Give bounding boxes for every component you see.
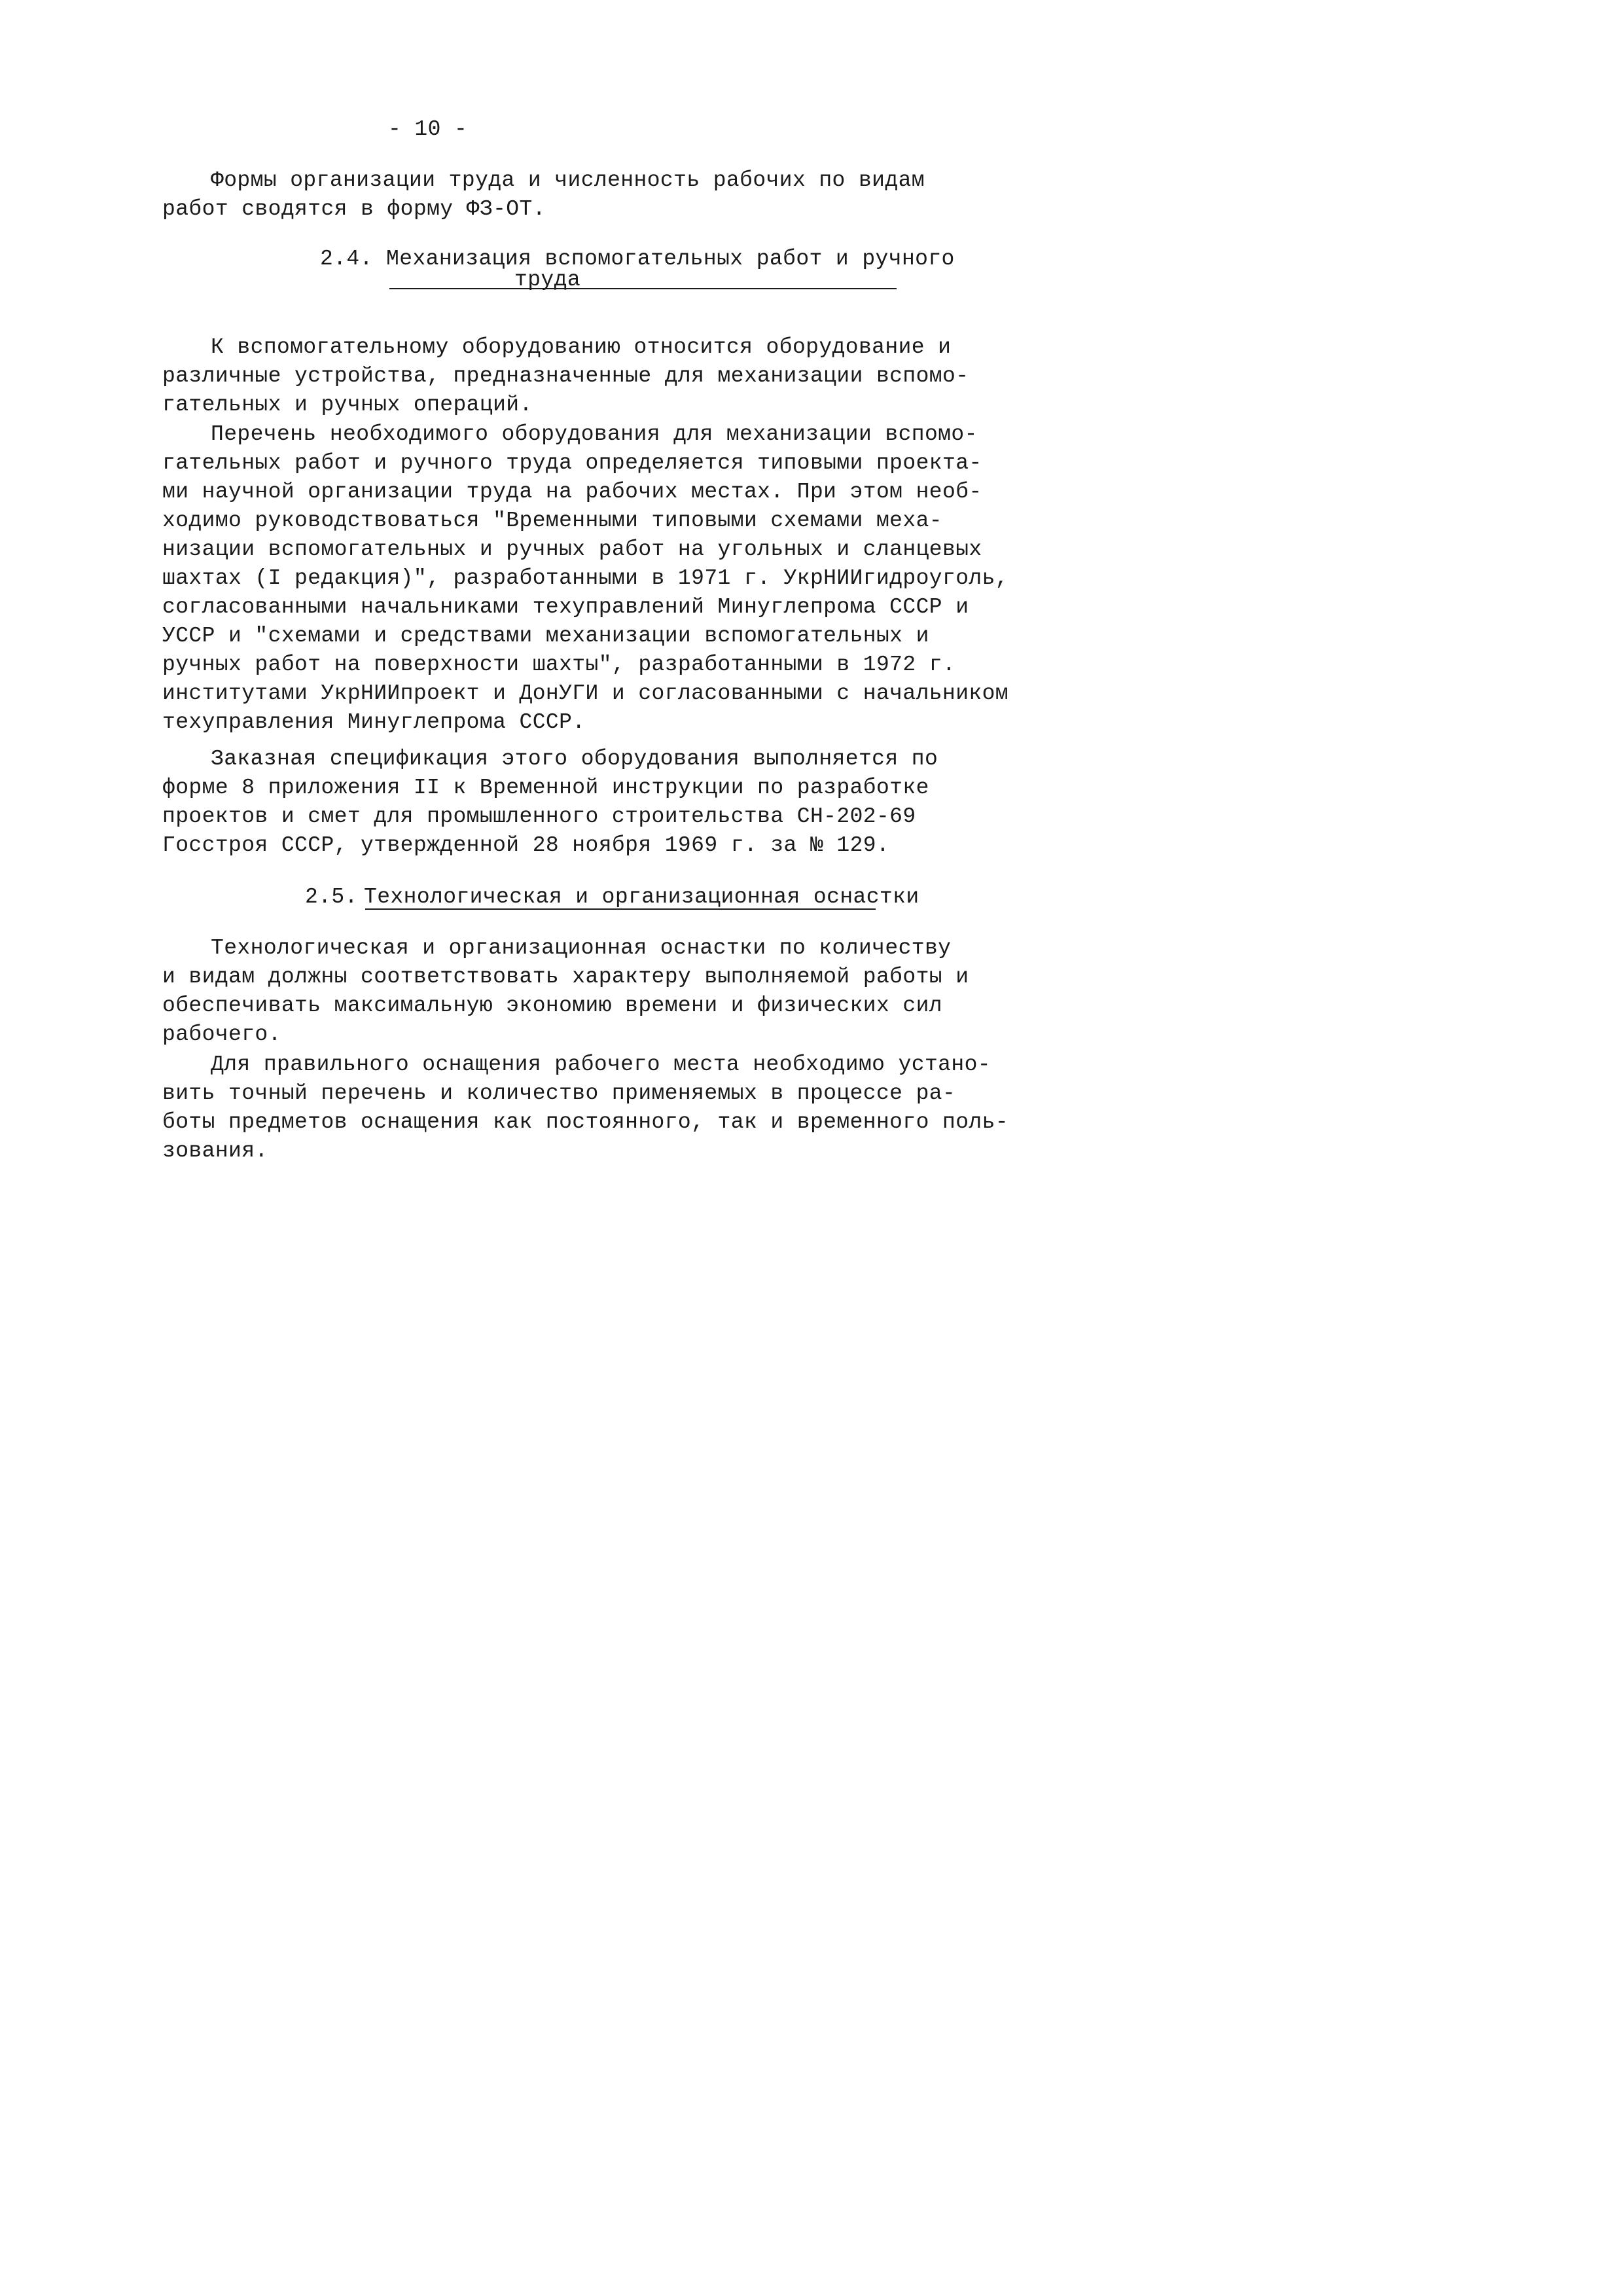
section-2-5-title: Технологическая и организационная оснастки xyxy=(364,885,919,909)
section-2-5-number: 2.5. xyxy=(305,885,358,909)
text-line: институтами УкрНИИпроект и ДонУГИ и согласованными с начальником xyxy=(162,681,1009,706)
section-2-4-title-cont: труда xyxy=(514,268,581,292)
text-line: шахтах (I редакция)", разработанными в 1971 г. УкрНИИгидроуголь, xyxy=(162,566,1009,590)
text-line: и видам должны соответствовать характеру выполняемой работы и xyxy=(162,965,969,989)
text-line: Перечень необходимого оборудования для механизации вспомо- xyxy=(211,422,978,446)
text-line: гательных и ручных операций. xyxy=(162,393,533,417)
text-line: вить точный перечень и количество применяемых в процессе ра- xyxy=(162,1081,956,1105)
section-2-5-underline xyxy=(365,908,876,910)
text-line: низации вспомогательных и ручных работ на угольных и сланцевых xyxy=(162,537,982,562)
intro-line: работ сводятся в форму ФЗ-ОТ. xyxy=(162,197,546,221)
text-line: Заказная спецификация этого оборудования выполняется по xyxy=(211,747,938,771)
text-line: боты предметов оснащения как постоянного, так и временного поль- xyxy=(162,1110,1009,1134)
text-line: К вспомогательному оборудованию относится оборудование и xyxy=(211,335,952,359)
section-2-4-title: 2.4. Механизация вспомогательных работ и ручного xyxy=(320,247,955,271)
document-page xyxy=(0,0,1082,1531)
text-line: Технологическая и организационная оснастки по количеству xyxy=(211,936,952,960)
text-line: ходимо руководствоваться "Временными типовыми схемами меха- xyxy=(162,509,942,533)
section-2-4-underline xyxy=(389,288,897,289)
text-line: техуправления Минуглепрома СССР. xyxy=(162,710,586,734)
text-line: Для правильного оснащения рабочего места необходимо устано- xyxy=(211,1052,991,1077)
text-line: зования. xyxy=(162,1139,268,1163)
page-number: - 10 - xyxy=(388,117,468,141)
text-line: Госстроя СССР, утвержденной 28 ноября 1969 г. за № 129. xyxy=(162,833,890,857)
text-line: ручных работ на поверхности шахты", разработанными в 1972 г. xyxy=(162,653,956,677)
text-line: обеспечивать максимальную экономию времени и физических сил xyxy=(162,994,942,1018)
text-line: различные устройства, предназначенные для механизации вспомо- xyxy=(162,364,969,388)
intro-line: Формы организации труда и численность рабочих по видам xyxy=(211,168,925,192)
text-line: проектов и смет для промышленного строительства СН-202-69 xyxy=(162,804,916,829)
text-line: форме 8 приложения II к Временной инструкции по разработке xyxy=(162,776,929,800)
text-line: УССР и "схемами и средствами механизации вспомогательных и xyxy=(162,624,929,648)
text-line: гательных работ и ручного труда определяется типовыми проекта- xyxy=(162,451,982,475)
text-line: рабочего. xyxy=(162,1022,281,1047)
text-line: ми научной организации труда на рабочих местах. При этом необ- xyxy=(162,480,982,504)
text-line: согласованными начальниками техуправлений Минуглепрома СССР и xyxy=(162,595,969,619)
